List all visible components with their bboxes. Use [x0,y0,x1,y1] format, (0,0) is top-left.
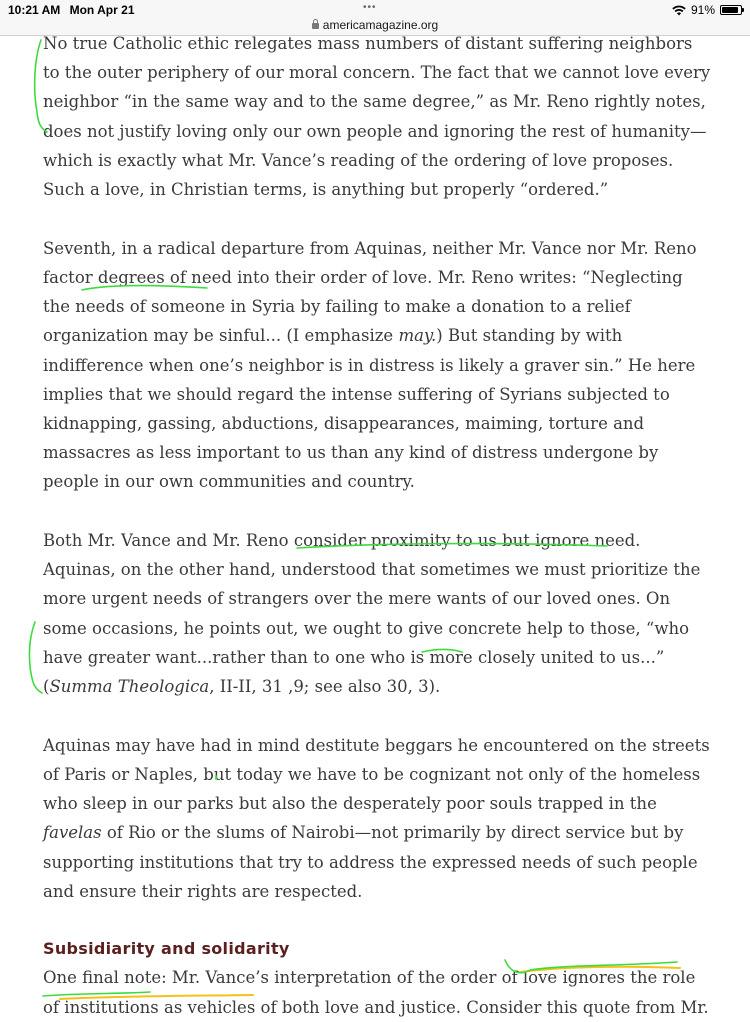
status-date: Mon Apr 21 [69,3,135,17]
paragraph-proximity-text-b: , II-II, 31 ,9; see also 30, 3). [209,677,441,697]
status-left [8,3,135,17]
emphasis-favelas: favelas [43,823,102,843]
paragraph-final-note: One final note: Mr. Vance’s interpretation of the order of love ignores the role of institutions as vehicles of both love and justice. Consider this quote from Mr. [43,968,709,1017]
paragraph-proximity-text-a: Both Mr. Vance and Mr. Reno consider proximity to us but ignore need. Aquinas, on the other hand, understood that sometimes we must prioritize the more urgent needs of strangers over the mere wants of our loved ones. On some occasions, he points out, we ought to give concrete help to those, “who have greater want...rather than to one who is more closely united to us...” ( [43,531,701,697]
article-body [43,29,713,1022]
emphasis-may: may. [398,326,437,346]
paragraph-aquinas-beggars [43,731,713,906]
url-text[interactable]: americamagazine.org [322,18,439,32]
paragraph-proximity [43,526,713,701]
section-heading-subsidiarity: Subsidiarity and solidarity [43,939,290,959]
battery-fill [722,7,738,13]
status-right [672,3,742,17]
paragraph-seventh [43,234,713,497]
battery-percent: 91% [690,3,715,17]
ink-bracket-middle [29,622,42,693]
paragraph-aquinas-text-a: Aquinas may have had in mind destitute beggars he encountered on the streets of Paris or Naples, but today we have to be cognizant not only of the homeless who sleep in our parks but also the desperately poor souls trapped in the [43,735,710,814]
wifi-icon [672,5,686,16]
paragraph-seventh-text-b: ) But standing by with indifference when one’s neighbor is in distress is likely a graver sin.” He here implies that we should regard the intense suffering of Syrians subjected to kidnapping, gassing, abductions, disappearances, maiming, torture and massacres as less important to us than any kind of distress undergone by people in our own communities and country. [43,326,696,492]
battery-tip [742,8,744,12]
paragraph-seventh-text-a: Seventh, in a radical departure from Aquinas, neither Mr. Vance nor Mr. Reno factor degrees of need into their order of love. Mr. Reno writes: “Neglecting the needs of someone in Syria by failing to make a donation to a relief organization may be sinful... (I emphasize [43,238,697,346]
paragraph-no-true-catholic-ethic: No true Catholic ethic relegates mass numbers of distant suffering neighbors to the outer periphery of our moral concern. The fact that we cannot love every neighbor “in the same way and to the same degree,” as Mr. Reno rightly notes, does not justify loving only our own people and ignoring the rest of humanity—which is exactly what Mr. Vance’s reading of the ordering of love proposes. Such a love, in Christian terms, is anything but properly “ordered.” [43,34,711,200]
paragraph-aquinas-text-b: of Rio or the slums of Nairobi—not primarily by direct service but by supporting institutions that try to address the expressed needs of such people and ensure their rights are respected. [43,823,698,901]
status-time: 10:21 AM [8,3,61,17]
more-dots-icon[interactable]: ••• [363,2,377,13]
battery-icon [720,5,742,15]
citation-summa-theologica: Summa Theologica [49,677,210,697]
